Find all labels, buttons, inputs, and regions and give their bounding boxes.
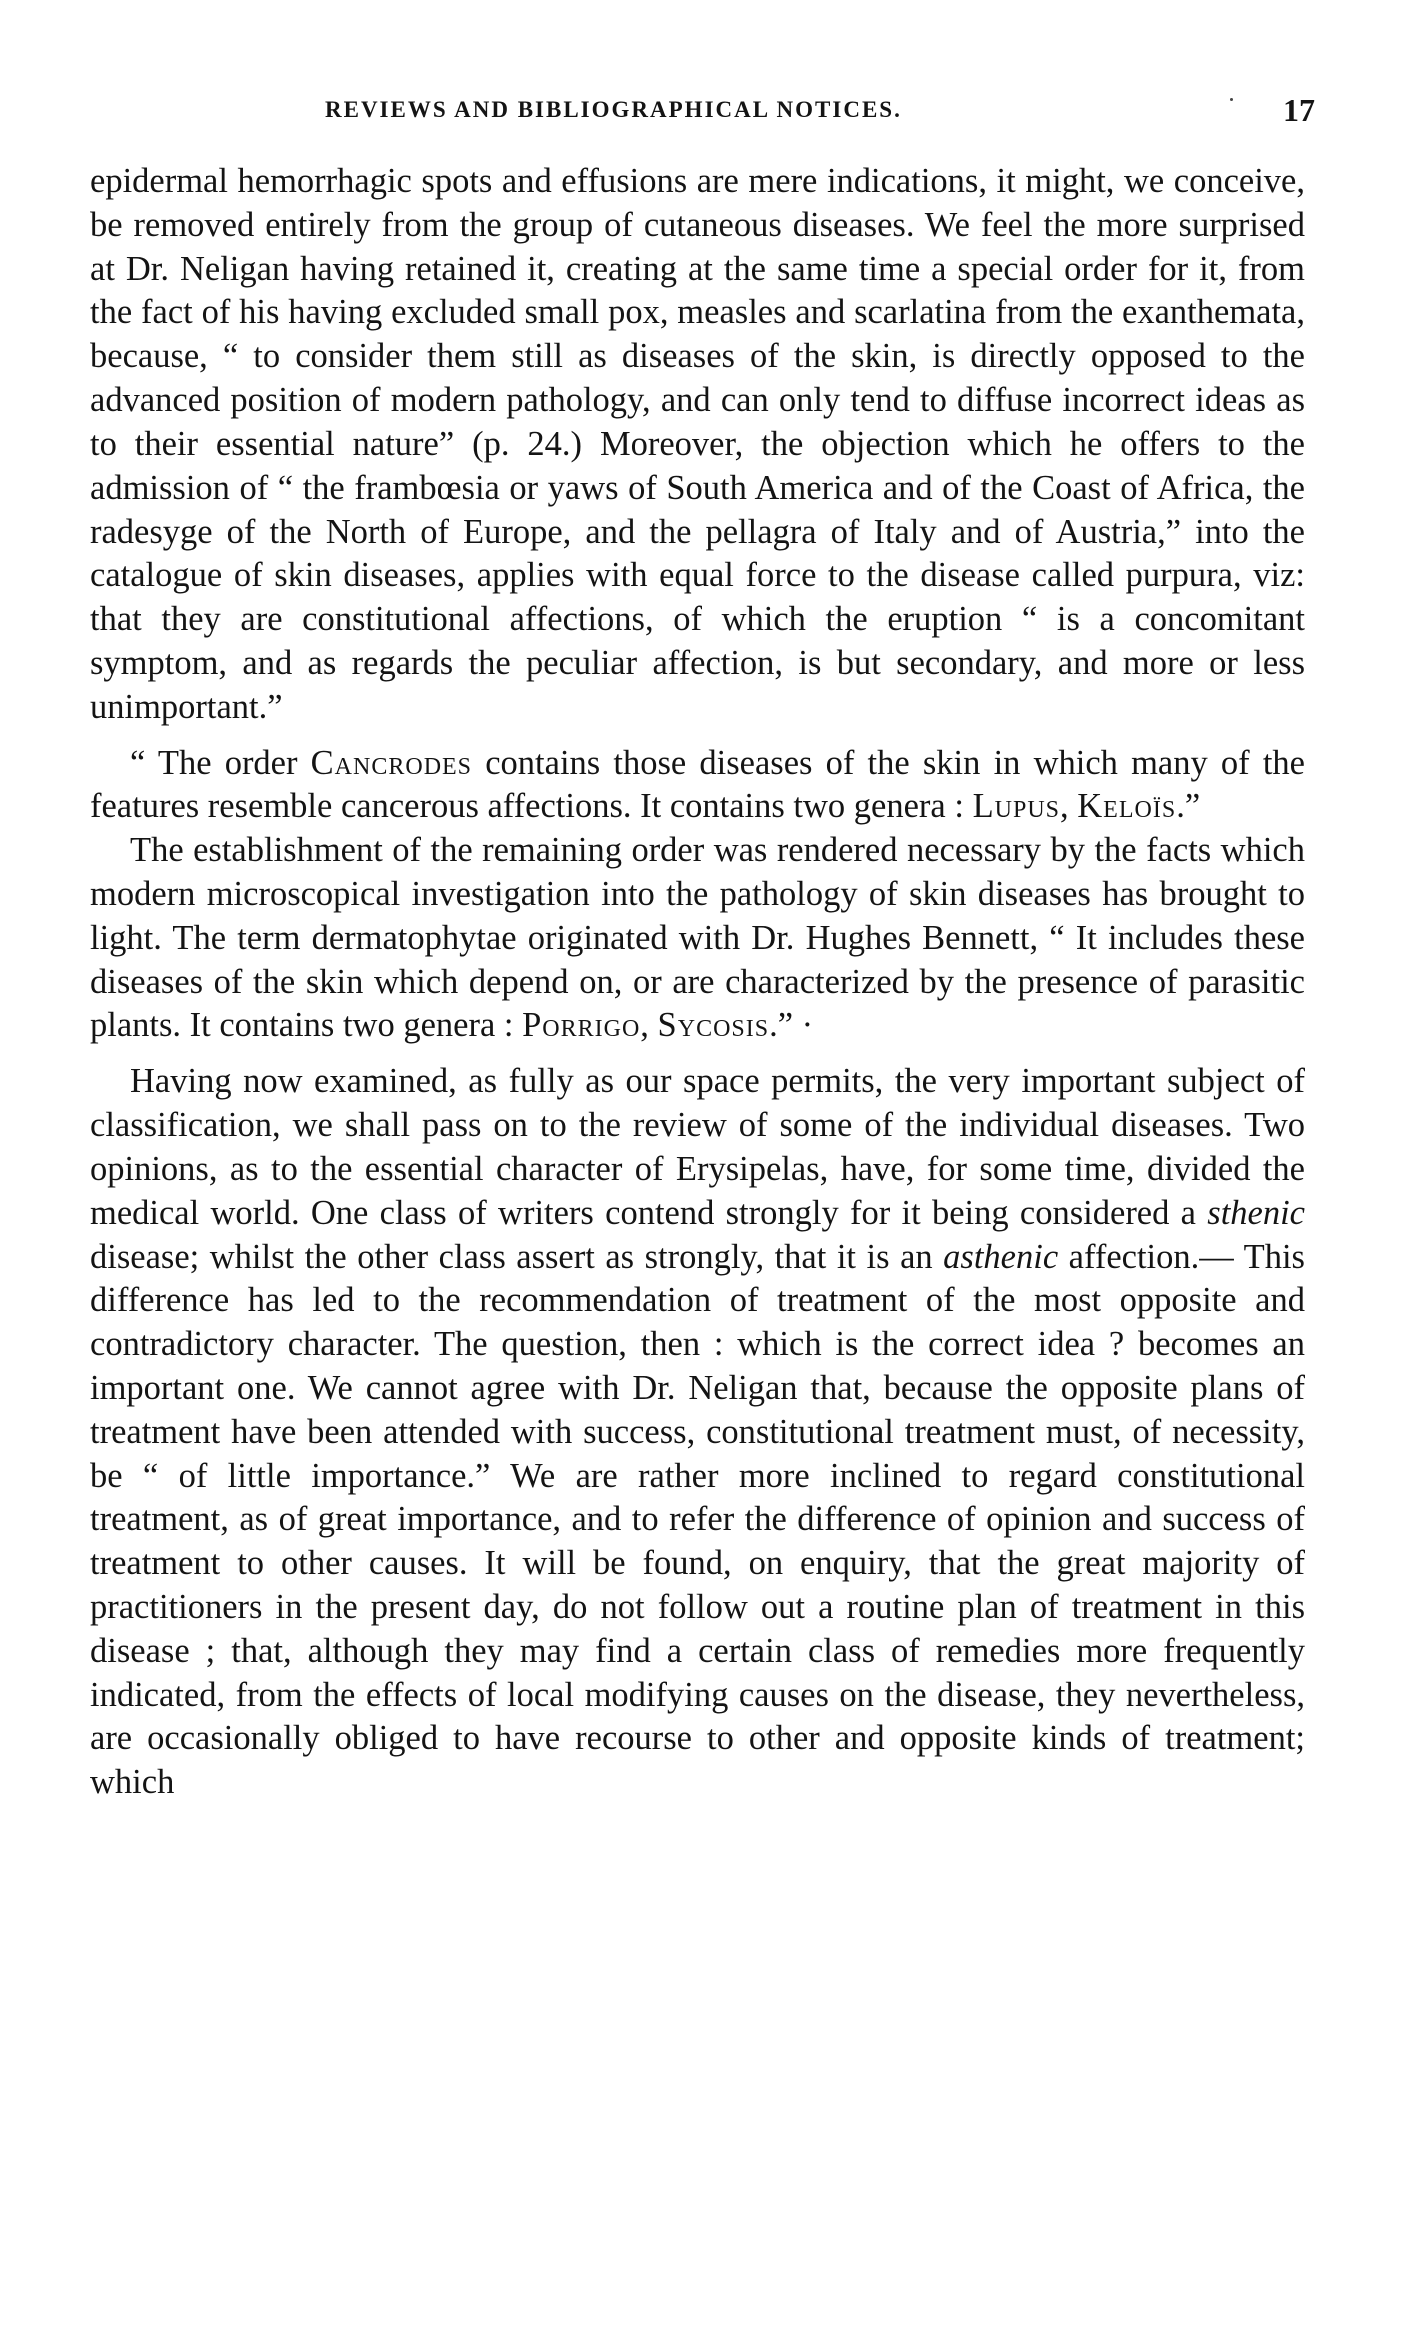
paragraph-erysipelas	[90, 1060, 1305, 1805]
genus-name: Porrigo	[522, 1006, 641, 1045]
paragraph-text: The establishment of the remaining order was rendered necessary by the facts which modern microscopical investigation into the pathology of skin diseases has brought to light. The term dermatophytae originated with Dr. Hughes Bennett, “ It includes these diseases of the skin which depend on, or are characterized by the presence of parasitic plants. It contains two genera :	[90, 831, 1305, 1045]
italic-term: sthenic	[1207, 1193, 1305, 1232]
genus-name: Lupus	[972, 787, 1061, 826]
quote-end: .” ·	[769, 1006, 814, 1045]
order-name: Cancrodes	[310, 743, 473, 782]
quote-end: .”	[1176, 787, 1201, 826]
ink-speck	[1230, 98, 1233, 101]
paragraph-continuation	[90, 160, 1305, 730]
genus-name: Keloïs	[1077, 787, 1177, 826]
paragraph-cancrodes-quote	[90, 742, 1305, 830]
separator: ,	[1060, 787, 1078, 826]
paragraph-text: disease; whilst the other class assert as strongly, that it is an	[90, 1237, 944, 1276]
page-header	[270, 92, 1315, 132]
quote-middle: contains those diseases of the skin in which many of the features resemble cancerous affections. It contains two genera :	[90, 743, 1305, 826]
paragraph-dermatophytae	[90, 829, 1305, 1048]
genus-name: Sycosis	[657, 1006, 770, 1045]
paragraph-text: epidermal hemorrhagic spots and effusions are mere indications, it might, we conceive, be removed entirely from the group of cutaneous diseases. We feel the more surprised at Dr. Neligan having retained it, creating at the same time a special order for it, from the fact of his having excluded small pox, measles and scarlatina from the exanthemata, because, “ to consider them still as diseases of the skin, is directly opposed to the advanced position of modern pathology, and can only tend to diffuse incorrect ideas as to their essential nature” (p. 24.) Moreover, the objection which he offers to the admission of “ the frambœsia or yaws of South America and of the Coast of Africa, the radesyge of the North of Europe, and the pellagra of Italy and of Austria,” into the catalogue of skin diseases, applies with equal force to the disease called purpura, viz: that they are constitutional affections, of which the eruption “ is a concomitant symptom, and as regards the peculiar affection, is but secondary, and more or less unimportant.”	[90, 162, 1305, 726]
quote-lead: “ The order	[130, 743, 311, 782]
paragraph-text: affection.— This difference has led to the recommendation of treatment of the most opposite and contradictory character. The question, then : which is the correct idea ? becomes an important one. We cannot agree with Dr. Neligan that, because the opposite plans of treatment have been attended with success, constitutional treatment must, of necessity, be “ of little importance.” We are rather more inclined to regard constitutional treatment, as of great importance, and to refer the difference of opinion and success of treatment to other causes. It will be found, on enquiry, that the great majority of practitioners in the present day, do not follow out a routine plan of treatment in this disease ; that, although they may find a certain class of remedies more frequently indicated, from the effects of local modifying causes on the disease, they nevertheless, are occasionally obliged to have recourse to other and opposite kinds of treatment; which	[90, 1237, 1305, 1802]
running-head: REVIEWS AND BIBLIOGRAPHICAL NOTICES.	[325, 97, 902, 122]
paragraph-text: Having now examined, as fully as our space permits, the very important subject of classification, we shall pass on to the review of some of the individual diseases. Two opinions, as to the essential character of Erysipelas, have, for some time, divided the medical world. One class of writers contend strongly for it being considered a	[90, 1062, 1305, 1232]
italic-term: asthenic	[943, 1237, 1059, 1276]
body-text	[90, 160, 1305, 1805]
page-number: 17	[1283, 92, 1315, 128]
separator: ,	[640, 1006, 658, 1045]
